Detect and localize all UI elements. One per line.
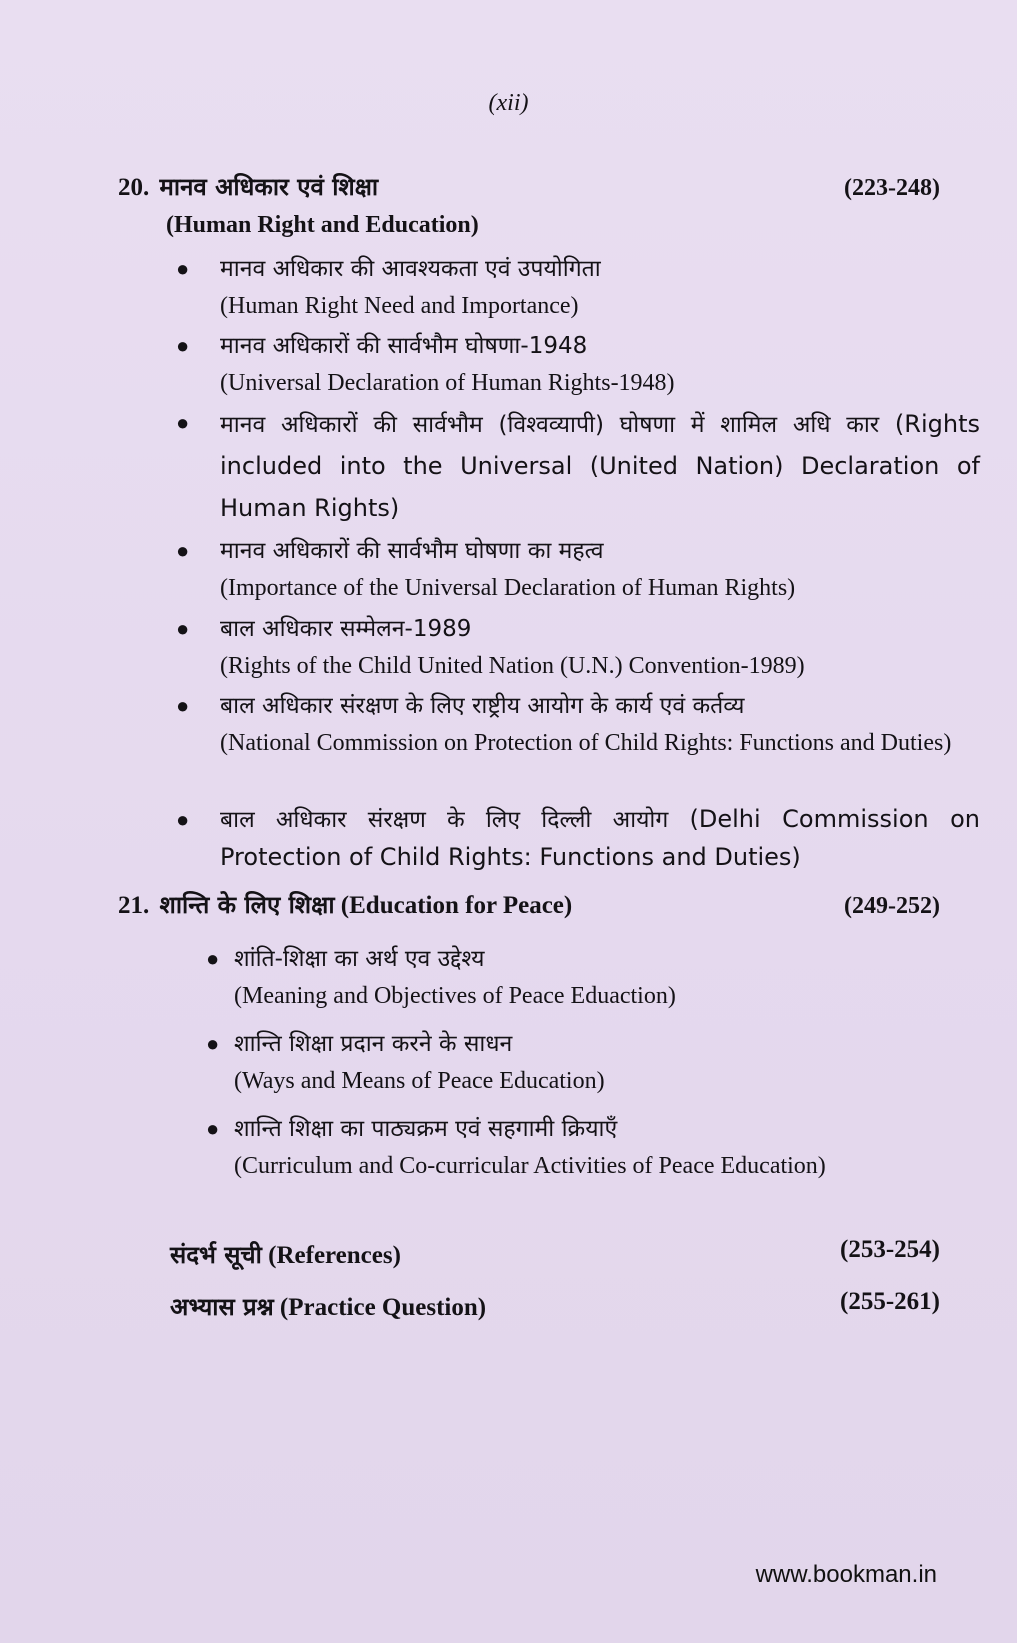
list-item	[176, 610, 980, 685]
bullet-icon: ●	[206, 946, 220, 971]
references-row	[170, 1236, 940, 1274]
item-en: (Universal Declaration of Human Rights-1948)	[220, 370, 675, 396]
practice-en: (Practice Question)	[279, 1294, 487, 1321]
bullet-icon: ●	[176, 538, 190, 563]
bullet-icon: ●	[176, 616, 190, 641]
list-item	[206, 1110, 994, 1185]
chapter-20-heading	[118, 168, 940, 206]
item-hi: बाल अधिकार संरक्षण के लिए राष्ट्रीय आयोग के कार्य एवं कर्तव्य	[220, 693, 745, 719]
references-pages: (253-254)	[840, 1236, 940, 1263]
watermark: www.bookman.in	[755, 1561, 937, 1588]
item-en: (Meaning and Objectives of Peace Eduaction)	[234, 983, 676, 1009]
chapter-21-number: 21.	[118, 892, 150, 919]
bullet-icon: ●	[206, 1031, 220, 1056]
chapter-20	[118, 168, 940, 239]
bullet-icon: ●	[206, 1116, 220, 1141]
chapter-21-title-hi: शान्ति के लिए शिक्षा	[159, 891, 335, 919]
practice-hi: अभ्यास प्रश्न	[170, 1293, 274, 1321]
list-item	[176, 687, 980, 762]
practice-row	[170, 1288, 940, 1326]
chapter-21-title-en: (Education for Peace)	[340, 892, 573, 919]
item-en: (Delhi Commission on Protection of Child Rights: Functions and Duties)	[220, 805, 981, 871]
list-item	[176, 801, 981, 877]
bullet-icon: ●	[176, 693, 190, 718]
page-number: (xii)	[488, 90, 529, 116]
item-en: (Ways and Means of Peace Education)	[234, 1068, 605, 1094]
item-en: (National Commission on Protection of Child Rights: Functions and Duties)	[220, 730, 952, 756]
item-hi: मानव अधिकार की आवश्यकता एवं उपयोगिता	[220, 256, 601, 282]
item-hi: मानव अधिकारों की सार्वभौम घोषणा-1948	[220, 333, 588, 359]
chapter-20-number: 20.	[118, 174, 150, 201]
practice-pages: (255-261)	[840, 1288, 940, 1315]
list-item	[176, 532, 980, 607]
item-hi: मानव अधिकारों की सार्वभौम घोषणा का महत्व	[220, 538, 604, 564]
chapter-20-title-hi: मानव अधिकार एवं शिक्षा	[159, 173, 379, 201]
bullet-icon: ●	[176, 410, 190, 435]
references-hi: संदर्भ सूची	[170, 1241, 262, 1269]
list-item	[176, 327, 980, 402]
chapter-21	[118, 886, 940, 924]
chapter-20-pages: (223-248)	[844, 175, 940, 201]
item-hi: शांति-शिक्षा का अर्थ एव उद्देश्य	[234, 946, 485, 972]
bullet-icon: ●	[176, 333, 190, 358]
item-hi: बाल अधिकार सम्मेलन-1989	[220, 616, 472, 642]
list-item	[206, 940, 994, 1015]
references-en: (References)	[268, 1242, 401, 1269]
item-en: (Human Right Need and Importance)	[220, 293, 579, 319]
item-hi: बाल अधिकार संरक्षण के लिए दिल्ली आयोग	[220, 807, 669, 833]
item-hi: मानव अधिकारों की सार्वभौम (विश्वव्यापी) घोषणा में शामिल अधि कार	[220, 412, 880, 438]
chapter-21-heading	[118, 886, 940, 924]
list-item	[176, 404, 980, 530]
list-item	[206, 1025, 994, 1100]
list-item	[176, 250, 980, 325]
item-hi: शान्ति शिक्षा का पाठ्यक्रम एवं सहगामी क्रियाएँ	[234, 1116, 618, 1142]
item-en: (Importance of the Universal Declaration of Human Rights)	[220, 575, 796, 601]
item-en: (Curriculum and Co-curricular Activities of Peace Education)	[234, 1153, 826, 1179]
item-hi: शान्ति शिक्षा प्रदान करने के साधन	[234, 1031, 513, 1057]
item-en: (Rights of the Child United Nation (U.N.) Convention-1989)	[220, 653, 805, 679]
item-en: (Rights included into the Universal (United Nation) Declaration of Human Rights)	[220, 410, 980, 522]
bullet-icon: ●	[176, 807, 190, 832]
chapter-20-title-en: (Human Right and Education)	[166, 212, 479, 238]
bullet-icon: ●	[176, 256, 190, 281]
chapter-21-pages: (249-252)	[844, 893, 940, 919]
